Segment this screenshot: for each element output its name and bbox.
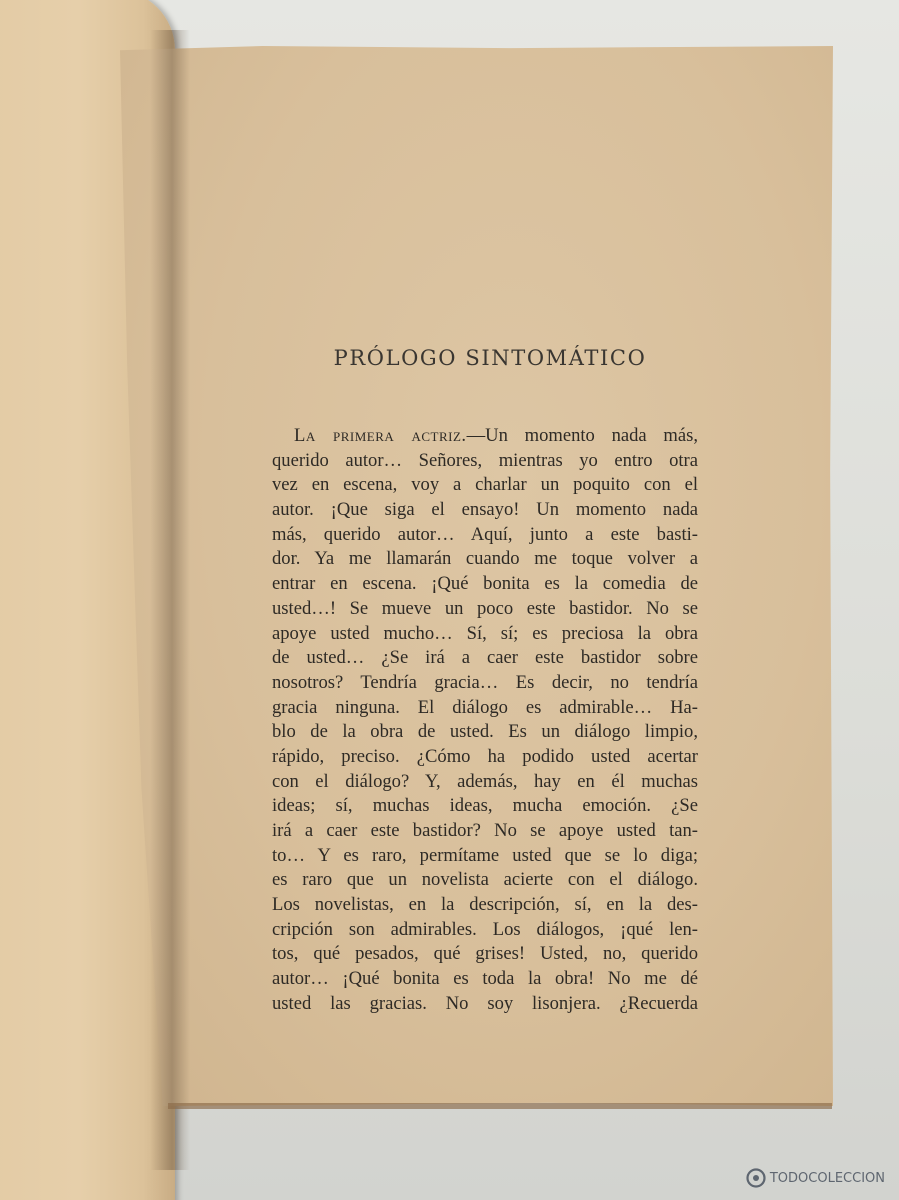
- text-line: rápido, preciso. ¿Cómo ha podido usted acertar: [272, 745, 698, 767]
- text-line: cripción son admirables. Los diálogos, ¡qué len-: [272, 918, 698, 940]
- text-line: de usted… ¿Se irá a caer este bastidor sobre: [272, 647, 698, 669]
- text-line: más, querido autor… Aquí, junto a este basti-: [272, 523, 698, 545]
- text-line: querido autor… Señores, mientras yo entro otra: [272, 449, 698, 471]
- text-line: dor. Ya me llamarán cuando me toque volver a: [272, 548, 698, 570]
- line-text: —Un momento nada más,: [466, 425, 699, 446]
- page-title: PRÓLOGO SINTOMÁTICO: [333, 346, 647, 370]
- text-line: gracia ninguna. El diálogo es admirable… Ha-: [272, 696, 698, 718]
- text-line: to… Y es raro, permítame usted que se lo diga;: [272, 844, 698, 866]
- text-line: apoye usted mucho… Sí, sí; es preciosa la obra: [272, 622, 698, 644]
- todocoleccion-logo-icon: [746, 1168, 766, 1188]
- text-line: blo de la obra de usted. Es un diálogo limpio,: [272, 721, 698, 743]
- text-line: tos, qué pesados, qué grises! Usted, no, querido: [272, 943, 698, 965]
- text-line: nosotros? Tendría gracia… Es decir, no tendría: [272, 671, 698, 693]
- text-line: Los novelistas, en la descripción, sí, en la des-: [272, 894, 698, 916]
- text-line: irá a caer este bastidor? No se apoye usted tan-: [272, 820, 698, 841]
- watermark: [746, 1168, 885, 1188]
- text-line: autor… ¡Qué bonita es toda la obra! No me dé: [272, 968, 698, 990]
- text-line: es raro que un novelista acierte con el diálogo.: [272, 869, 698, 891]
- page-gutter-shadow: [150, 30, 190, 1170]
- body-text: [272, 424, 698, 1017]
- text-line: autor. ¡Que siga el ensayo! Un momento nada: [272, 499, 698, 521]
- speaker-name: La primera actriz.: [294, 425, 467, 446]
- watermark-text: TODOCOLECCION: [769, 1170, 885, 1186]
- text-line: usted…! Se mueve un poco este bastidor. No se: [272, 597, 698, 619]
- text-line: [272, 424, 698, 449]
- text-line: ideas; sí, muchas ideas, mucha emoción. ¿Se: [272, 795, 698, 817]
- book-bottom-edge: [168, 1103, 832, 1109]
- text-line: entrar en escena. ¡Qué bonita es la comedia de: [272, 573, 698, 595]
- text-line: con el diálogo? Y, además, hay en él muchas: [272, 770, 698, 792]
- text-line: vez en escena, voy a charlar un poquito con el: [272, 474, 698, 496]
- text-line: usted las gracias. No soy lisonjera. ¿Recuerda: [272, 992, 698, 1014]
